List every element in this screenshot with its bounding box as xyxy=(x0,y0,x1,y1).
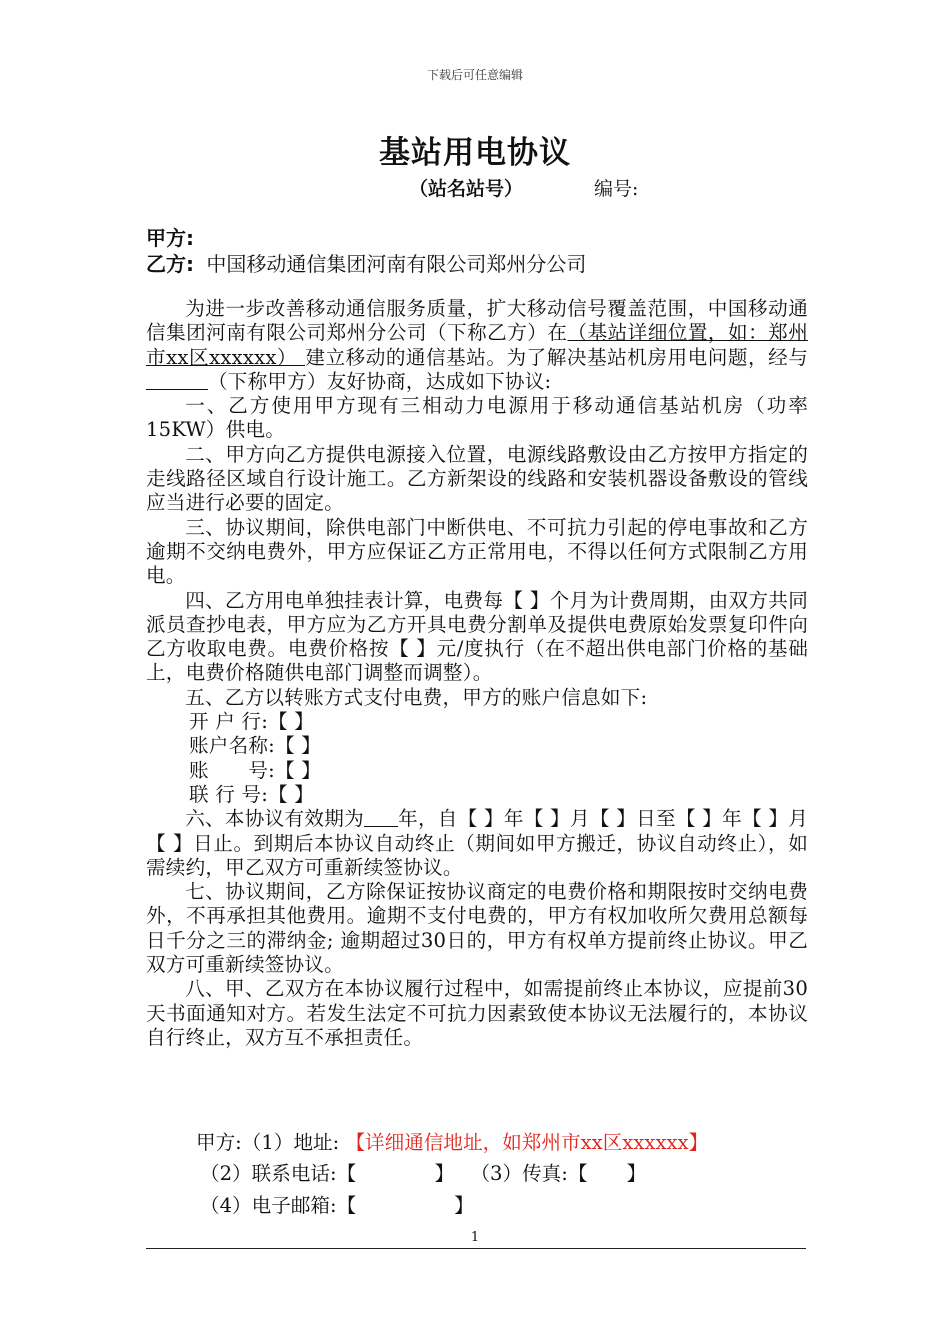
underline-blank xyxy=(297,347,305,366)
intro-text-1: 为进一步改善移动通信服务质量，扩大移动信号覆盖范围，中国移动通信集团河南有限公司郑州分公司（下称乙方）在 xyxy=(146,297,808,345)
clause-6-text-1: 六、本协议有效期为 xyxy=(185,807,364,831)
term-years-blank xyxy=(364,808,398,827)
document-number-label: 编号: xyxy=(594,178,639,200)
footer-divider xyxy=(146,1248,806,1249)
clause-6 xyxy=(146,807,808,880)
account-number: 账 号:【 】 xyxy=(189,758,321,782)
phone-field: （2）联系电话:【 】 xyxy=(200,1162,455,1185)
party-a-label: 甲方: xyxy=(146,226,194,250)
party-b-value: 中国移动通信集团河南有限公司郑州分公司 xyxy=(206,252,587,276)
contact-phone-fax-line xyxy=(200,1157,646,1186)
document-title: 基站用电协议 xyxy=(379,135,571,171)
clause-1: 一、乙方使用甲方现有三相动力电源用于移动通信基站机房（功率15KW）供电。 xyxy=(146,394,808,442)
intro-paragraph xyxy=(146,297,808,394)
clause-5: 五、乙方以转账方式支付电费，甲方的账户信息如下: xyxy=(185,685,648,709)
fax-field: （3）传真:【 】 xyxy=(470,1162,647,1185)
clause-3: 三、协议期间，除供电部门中断供电、不可抗力引起的停电事故和乙方逾期不交纳电费外，甲方应保证乙方正常用电，不得以任何方式限制乙方用电。 xyxy=(146,515,808,588)
email-field: （4）电子邮箱:【 】 xyxy=(200,1194,474,1217)
contact-email-line xyxy=(200,1189,474,1218)
agreement-body xyxy=(146,297,808,1050)
clause-4: 四、乙方用电单独挂表计算，电费每【 】个月为计费周期，由双方共同派员查抄电表，甲方应为乙方开具电费分割单及提供电费原始发票复印件向乙方收取电费。电费价格按【 】元/度执行（在不超出供电部门价格的基础上，电费价格随供电部门调整而调整）。 xyxy=(146,588,808,685)
intro-text-3: （下称甲方）友好协商，达成如下协议: xyxy=(208,369,552,393)
clause-6-text-2: 年，自【 】年【 】月【 】日至【 】年【 】月【 】日止。到期后本协议自动终止（期间如甲方搬迁，协议自动终止），如需续约，甲乙双方可重新续签协议。 xyxy=(146,807,808,879)
clause-7: 七、协议期间，乙方除保证按协议商定的电费价格和期限按时交纳电费外，不再承担其他费用。逾期不支付电费的，甲方有权加收所欠费用总额每日千分之三的滞纳金; 逾期超过30日的，甲方有权单方提前终止协议。甲乙双方可重新续签协议。 xyxy=(146,880,808,977)
intro-text-2: 建立移动的通信基站。为了解决基站机房用电问题，经与 xyxy=(305,345,808,369)
contact-address-line xyxy=(196,1126,708,1155)
page-number: 1 xyxy=(470,1230,480,1245)
clause-8: 八、甲、乙双方在本协议履行过程中，如需提前终止本协议，应提前30天书面通知对方。若发生法定不可抗力因素致使本协议无法履行的，本协议自行终止，双方互不承担责任。 xyxy=(146,977,808,1049)
address-label: 甲方:（1）地址: xyxy=(196,1131,340,1154)
party-a-line xyxy=(146,222,194,251)
party-a-name-blank xyxy=(146,371,208,390)
account-name: 账户名称:【 】 xyxy=(189,734,321,758)
station-name-placeholder: （站名站号） xyxy=(409,178,524,200)
subtitle-row xyxy=(0,174,950,202)
clause-2: 二、甲方向乙方提供电源接入位置，电源线路敷设由乙方按甲方指定的走线路径区域自行设计施工。乙方新架设的线路和安装机器设备敷设的管线应当进行必要的固定。 xyxy=(146,442,808,515)
party-b-line xyxy=(146,248,586,277)
station-location: （基站详细位置，如：郑州市xx区xxxxxx） xyxy=(146,321,809,369)
address-value: 【详细通信地址，如郑州市xx区xxxxxx】 xyxy=(345,1131,709,1154)
party-b-label: 乙方: xyxy=(146,252,194,276)
account-routing-number: 联 行 号:【 】 xyxy=(189,782,315,806)
account-bank: 开 户 行:【 】 xyxy=(189,710,315,734)
header-note: 下载后可任意编辑 xyxy=(426,68,523,82)
